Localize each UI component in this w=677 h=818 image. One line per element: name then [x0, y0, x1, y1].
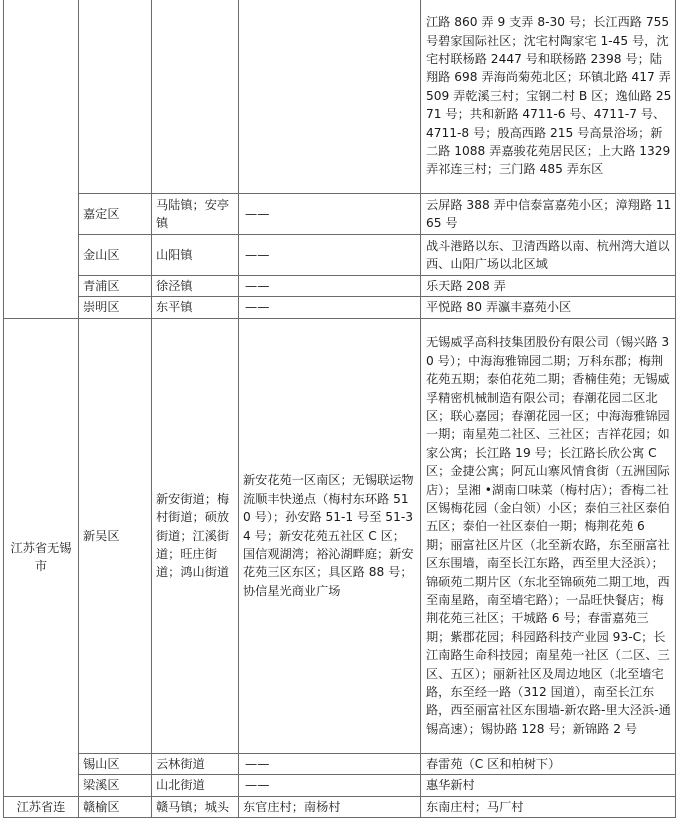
table-row	[4, 753, 676, 774]
district-cell: 金山区	[79, 235, 152, 276]
province-cell: 江苏省连	[4, 796, 79, 817]
district-cell: 梁溪区	[79, 775, 152, 796]
area-cell: 东南庄村；马厂村	[421, 796, 676, 817]
community-cell	[239, 0, 421, 194]
area-cell: 无锡威孚高科技集团股份有限公司（锡兴路 30 号）；中海海雅锦园二期；万科东郡；梅荆花苑五期；泰伯花苑二期；香楠佳苑；无锡威孚精密机械制造有限公司；春潮花园二区北区；联心嘉园；春潮花园一区；中海海雅锦园一期；南星苑二社区、三社区；吉祥花园；如家公寓；长江路 19 号；长江路长欣公寓 C 区；金捷公寓；阿瓦山寨风情食街（五洲国际店）；呈湘 •湖南口味菜（梅村店）；香梅二社区锡梅花园（金白领）小区；泰伯三社区泰伯五区；泰伯一社区泰伯一期；梅荆花苑 6 期；丽富社区片区（北至新农路，东至丽富社区东围墙，南至长江东路，西至里大泾浜）；锦硕苑二期片区（东北至锦硕苑二期工地，西至南星路，南至墙宅路）；一品旺快餐店；梅荆花苑三社区；干城路 6 号；春雷嘉苑三期；紫郡花园；科园路科技产业园 93-C；长江南路生命科技园；南星苑一社区（二区、三区、五区）；丽新社区及周边地区（北至墙宅路，东至经一路（312 国道），南至长江东路，西至丽富社区东围墙-新农路-里大泾浜-通锡高速）；锡协路 128 号；新锦路 2 号	[421, 318, 676, 753]
province-cell	[4, 0, 79, 318]
province-cell: 江苏省无锡市	[4, 318, 79, 796]
table-row	[4, 775, 676, 796]
district-cell: 锡山区	[79, 753, 152, 774]
area-cell: 春雷苑（C 区和柏树下）	[421, 753, 676, 774]
area-cell: 江路 860 弄 9 支弄 8-30 号；长江西路 755 号碧家国际社区；沈宅村陶家宅 1-45 号，沈宅村联杨路 2447 号和联杨路 2398 号；陆翔路 698 弄海尚菊苑北区；环镇北路 417 弄 509 弄乾溪三村；宝钢二村 B 区；逸仙路 2571 号；共和新路 4711-6 号、4711-7 号、4711-8 号；殷高西路 215 号高景浴场；新二路 1088 弄嘉骏花苑居民区；上大路 1329 弄祁连三村；三门路 485 弄东区	[421, 0, 676, 194]
town-cell: 云林街道	[152, 753, 239, 774]
district-cell: 嘉定区	[79, 194, 152, 235]
table-row	[4, 0, 676, 194]
region-table	[3, 0, 676, 818]
community-cell: 东官庄村；南杨村	[239, 796, 421, 817]
community-cell: ——	[239, 194, 421, 235]
table-row	[4, 276, 676, 297]
table-row	[4, 235, 676, 276]
area-cell: 平悦路 80 弄瀛丰嘉苑小区	[421, 297, 676, 318]
district-cell: 新吴区	[79, 318, 152, 753]
table-row	[4, 796, 676, 817]
town-cell: 新安街道；梅村街道；硕放街道；江溪街道；旺庄街道；鸿山街道	[152, 318, 239, 753]
community-cell: ——	[239, 297, 421, 318]
table-row	[4, 318, 676, 753]
community-cell: ——	[239, 775, 421, 796]
town-cell: 赣马镇；城头	[152, 796, 239, 817]
community-cell: 新安花苑一区南区；无锡联运物流顺丰快递点（梅村东环路 510 号）；孙安路 51-1 号至 51-34 号；新安花苑五社区 C 区；国信观湖湾；裕沁湖畔庭；新安花苑三区东区；具区路 88 号；协信星光商业广场	[239, 318, 421, 753]
town-cell: 徐泾镇	[152, 276, 239, 297]
town-cell	[152, 0, 239, 194]
area-cell: 乐天路 208 弄	[421, 276, 676, 297]
table-row	[4, 194, 676, 235]
community-cell: ——	[239, 753, 421, 774]
town-cell: 山阳镇	[152, 235, 239, 276]
town-cell: 东平镇	[152, 297, 239, 318]
community-cell: ——	[239, 235, 421, 276]
community-cell: ——	[239, 276, 421, 297]
town-cell: 马陆镇；安亭镇	[152, 194, 239, 235]
town-cell: 山北街道	[152, 775, 239, 796]
area-cell: 惠华新村	[421, 775, 676, 796]
table-row	[4, 297, 676, 318]
area-cell: 战斗港路以东、卫清西路以南、杭州湾大道以西、山阳广场以北区域	[421, 235, 676, 276]
district-cell	[79, 0, 152, 194]
district-cell: 崇明区	[79, 297, 152, 318]
district-cell: 赣榆区	[79, 796, 152, 817]
area-cell: 云屏路 388 弄中信泰富嘉苑小区；漳翔路 1165 号	[421, 194, 676, 235]
district-cell: 青浦区	[79, 276, 152, 297]
